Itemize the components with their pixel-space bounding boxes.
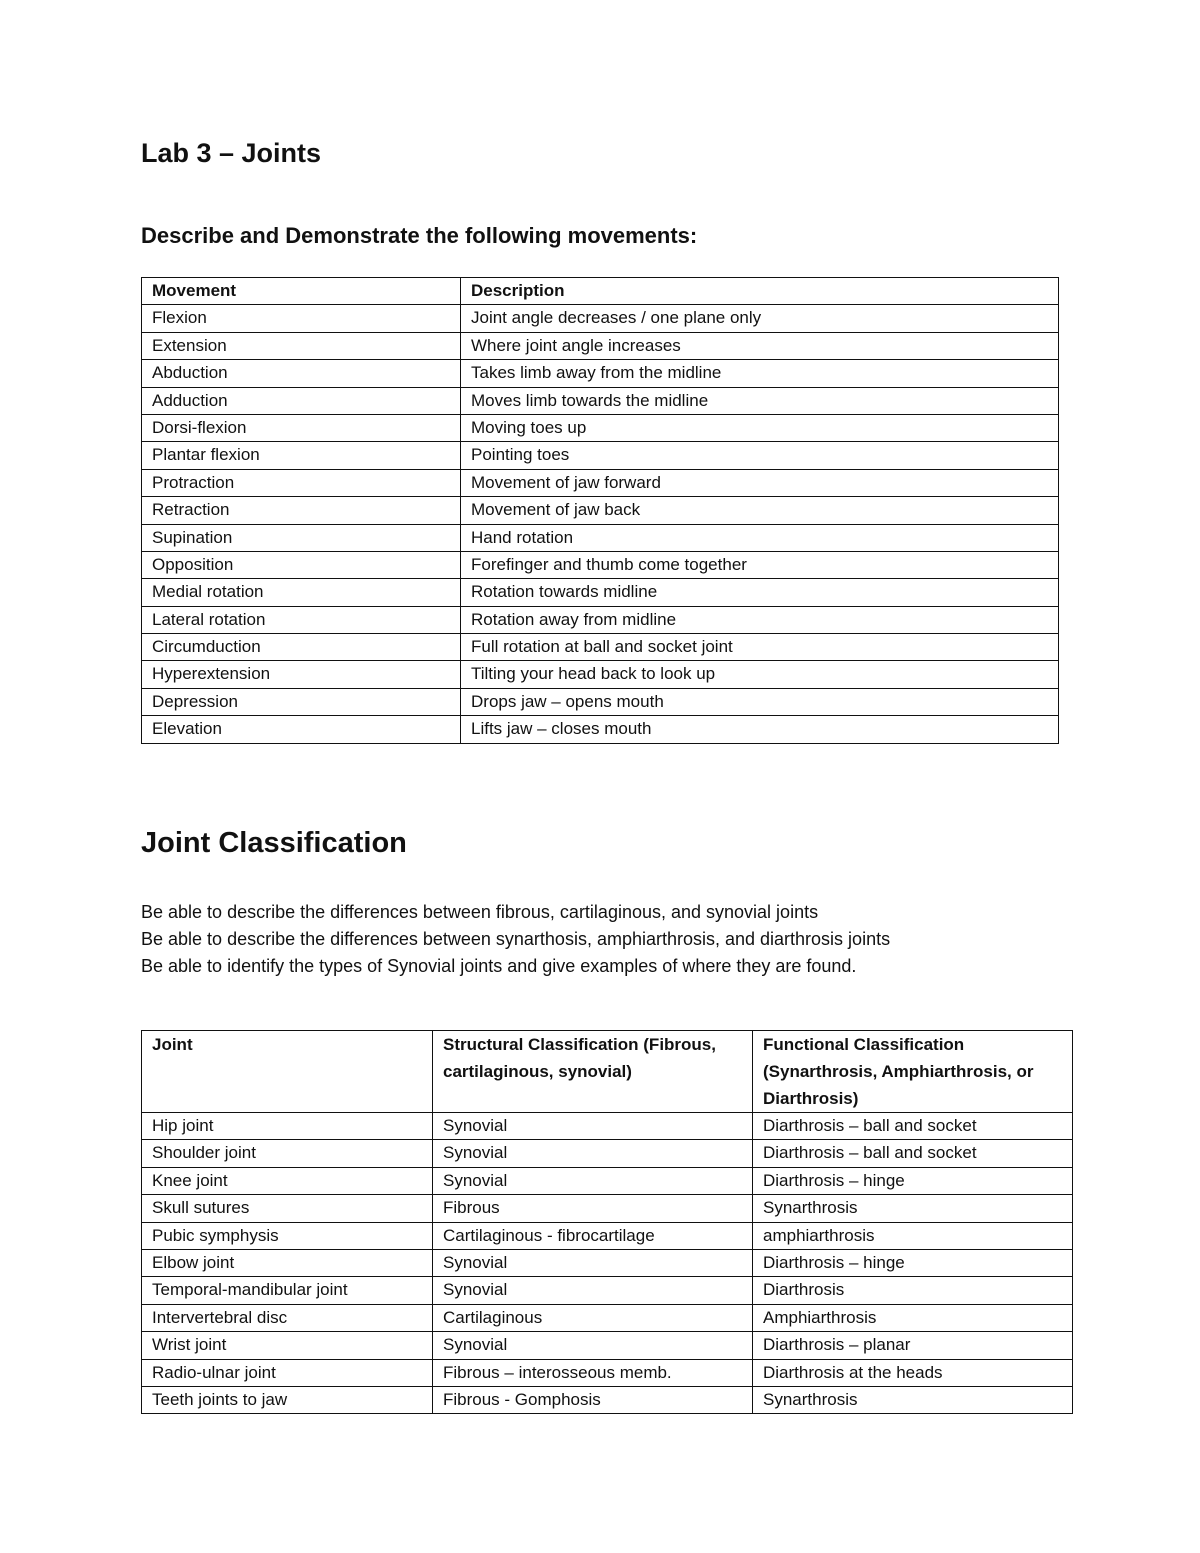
table-cell: Tilting your head back to look up	[461, 661, 1059, 688]
table-cell: Protraction	[142, 469, 461, 496]
table-cell: Hyperextension	[142, 661, 461, 688]
table-row	[142, 688, 1059, 715]
table-cell: Radio-ulnar joint	[142, 1359, 433, 1386]
table-cell: Knee joint	[142, 1167, 433, 1194]
table-cell: Where joint angle increases	[461, 332, 1059, 359]
table-cell: Retraction	[142, 497, 461, 524]
table-cell: Joint angle decreases / one plane only	[461, 305, 1059, 332]
table-cell: Abduction	[142, 360, 461, 387]
table-cell: Full rotation at ball and socket joint	[461, 634, 1059, 661]
table-cell: Extension	[142, 332, 461, 359]
table-cell: Synovial	[433, 1277, 753, 1304]
table-cell: Pubic symphysis	[142, 1222, 433, 1249]
table-row	[142, 497, 1059, 524]
instruction-line: Be able to describe the differences between fibrous, cartilaginous, and synovial joints	[141, 902, 819, 922]
table-row	[142, 1304, 1073, 1331]
table-row	[142, 1332, 1073, 1359]
table-row	[142, 716, 1059, 743]
page-title: Lab 3 – Joints	[141, 138, 322, 168]
table-cell: Movement of jaw back	[461, 497, 1059, 524]
instruction-line: Be able to identify the types of Synovial joints and give examples of where they are found.	[141, 956, 857, 976]
table-cell: Diarthrosis at the heads	[753, 1359, 1073, 1386]
table-cell: Diarthrosis – planar	[753, 1332, 1073, 1359]
table-cell: Fibrous – interosseous memb.	[433, 1359, 753, 1386]
joint-classification-heading: Joint Classification	[141, 827, 407, 859]
joints-table-body	[142, 1113, 1073, 1414]
table-row	[142, 1249, 1073, 1276]
table-cell: Synovial	[433, 1113, 753, 1140]
table-cell: Fibrous - Gomphosis	[433, 1386, 753, 1413]
table-cell: Elbow joint	[142, 1249, 433, 1276]
table-cell: Fibrous	[433, 1195, 753, 1222]
table-cell: Adduction	[142, 387, 461, 414]
table-cell: Rotation towards midline	[461, 579, 1059, 606]
table-cell: Teeth joints to jaw	[142, 1386, 433, 1413]
instruction-line: Be able to describe the differences between synarthosis, amphiarthrosis, and diarthrosis joints	[141, 929, 891, 949]
table-cell: Amphiarthrosis	[753, 1304, 1073, 1331]
table-row	[142, 661, 1059, 688]
table-cell: Drops jaw – opens mouth	[461, 688, 1059, 715]
column-header-movement: Movement	[142, 278, 461, 305]
table-cell: Synovial	[433, 1249, 753, 1276]
table-row	[142, 305, 1059, 332]
table-cell: Supination	[142, 524, 461, 551]
table-cell: Opposition	[142, 551, 461, 578]
column-header-description: Description	[461, 278, 1059, 305]
table-cell: Medial rotation	[142, 579, 461, 606]
table-row	[142, 1359, 1073, 1386]
joints-table	[141, 1030, 1073, 1414]
movements-table-body	[142, 305, 1059, 743]
table-cell: Moving toes up	[461, 414, 1059, 441]
table-row	[142, 551, 1059, 578]
table-cell: Synovial	[433, 1140, 753, 1167]
table-header-row	[142, 1031, 1073, 1113]
table-cell: Circumduction	[142, 634, 461, 661]
table-cell: Forefinger and thumb come together	[461, 551, 1059, 578]
table-row	[142, 1113, 1073, 1140]
table-cell: Depression	[142, 688, 461, 715]
table-cell: Flexion	[142, 305, 461, 332]
table-cell: Moves limb towards the midline	[461, 387, 1059, 414]
table-cell: Wrist joint	[142, 1332, 433, 1359]
table-row	[142, 634, 1059, 661]
table-cell: Cartilaginous - fibrocartilage	[433, 1222, 753, 1249]
table-row	[142, 387, 1059, 414]
table-cell: Temporal-mandibular joint	[142, 1277, 433, 1304]
table-cell: Elevation	[142, 716, 461, 743]
table-cell: Shoulder joint	[142, 1140, 433, 1167]
table-cell: Rotation away from midline	[461, 606, 1059, 633]
table-cell: Diarthrosis – hinge	[753, 1167, 1073, 1194]
table-cell: Diarthrosis	[753, 1277, 1073, 1304]
table-row	[142, 1167, 1073, 1194]
column-header-joint: Joint	[142, 1031, 433, 1113]
table-cell: Synarthrosis	[753, 1386, 1073, 1413]
table-row	[142, 1222, 1073, 1249]
table-cell: Lateral rotation	[142, 606, 461, 633]
table-row	[142, 442, 1059, 469]
table-row	[142, 1140, 1073, 1167]
table-cell: Pointing toes	[461, 442, 1059, 469]
table-row	[142, 360, 1059, 387]
table-row	[142, 579, 1059, 606]
table-cell: Intervertebral disc	[142, 1304, 433, 1331]
table-cell: Plantar flexion	[142, 442, 461, 469]
table-cell: Hand rotation	[461, 524, 1059, 551]
instructions	[141, 899, 890, 980]
table-cell: Diarthrosis – hinge	[753, 1249, 1073, 1276]
movements-subtitle: Describe and Demonstrate the following movements:	[141, 223, 698, 248]
column-header-structural: Structural Classification (Fibrous, cartilaginous, synovial)	[433, 1031, 753, 1113]
table-cell: Movement of jaw forward	[461, 469, 1059, 496]
table-row	[142, 1277, 1073, 1304]
table-cell: Diarthrosis – ball and socket	[753, 1113, 1073, 1140]
table-cell: Cartilaginous	[433, 1304, 753, 1331]
table-cell: Lifts jaw – closes mouth	[461, 716, 1059, 743]
table-cell: amphiarthrosis	[753, 1222, 1073, 1249]
table-header-row	[142, 278, 1059, 305]
table-row	[142, 414, 1059, 441]
table-row	[142, 1195, 1073, 1222]
table-cell: Synarthrosis	[753, 1195, 1073, 1222]
table-cell: Diarthrosis – ball and socket	[753, 1140, 1073, 1167]
table-cell: Takes limb away from the midline	[461, 360, 1059, 387]
table-cell: Hip joint	[142, 1113, 433, 1140]
table-row	[142, 524, 1059, 551]
column-header-functional: Functional Classification (Synarthrosis, Amphiarthrosis, or Diarthrosis)	[753, 1031, 1073, 1113]
table-cell: Synovial	[433, 1332, 753, 1359]
table-row	[142, 332, 1059, 359]
table-cell: Dorsi-flexion	[142, 414, 461, 441]
table-row	[142, 606, 1059, 633]
movements-table	[141, 277, 1059, 744]
table-cell: Synovial	[433, 1167, 753, 1194]
table-row	[142, 1386, 1073, 1413]
table-row	[142, 469, 1059, 496]
table-cell: Skull sutures	[142, 1195, 433, 1222]
